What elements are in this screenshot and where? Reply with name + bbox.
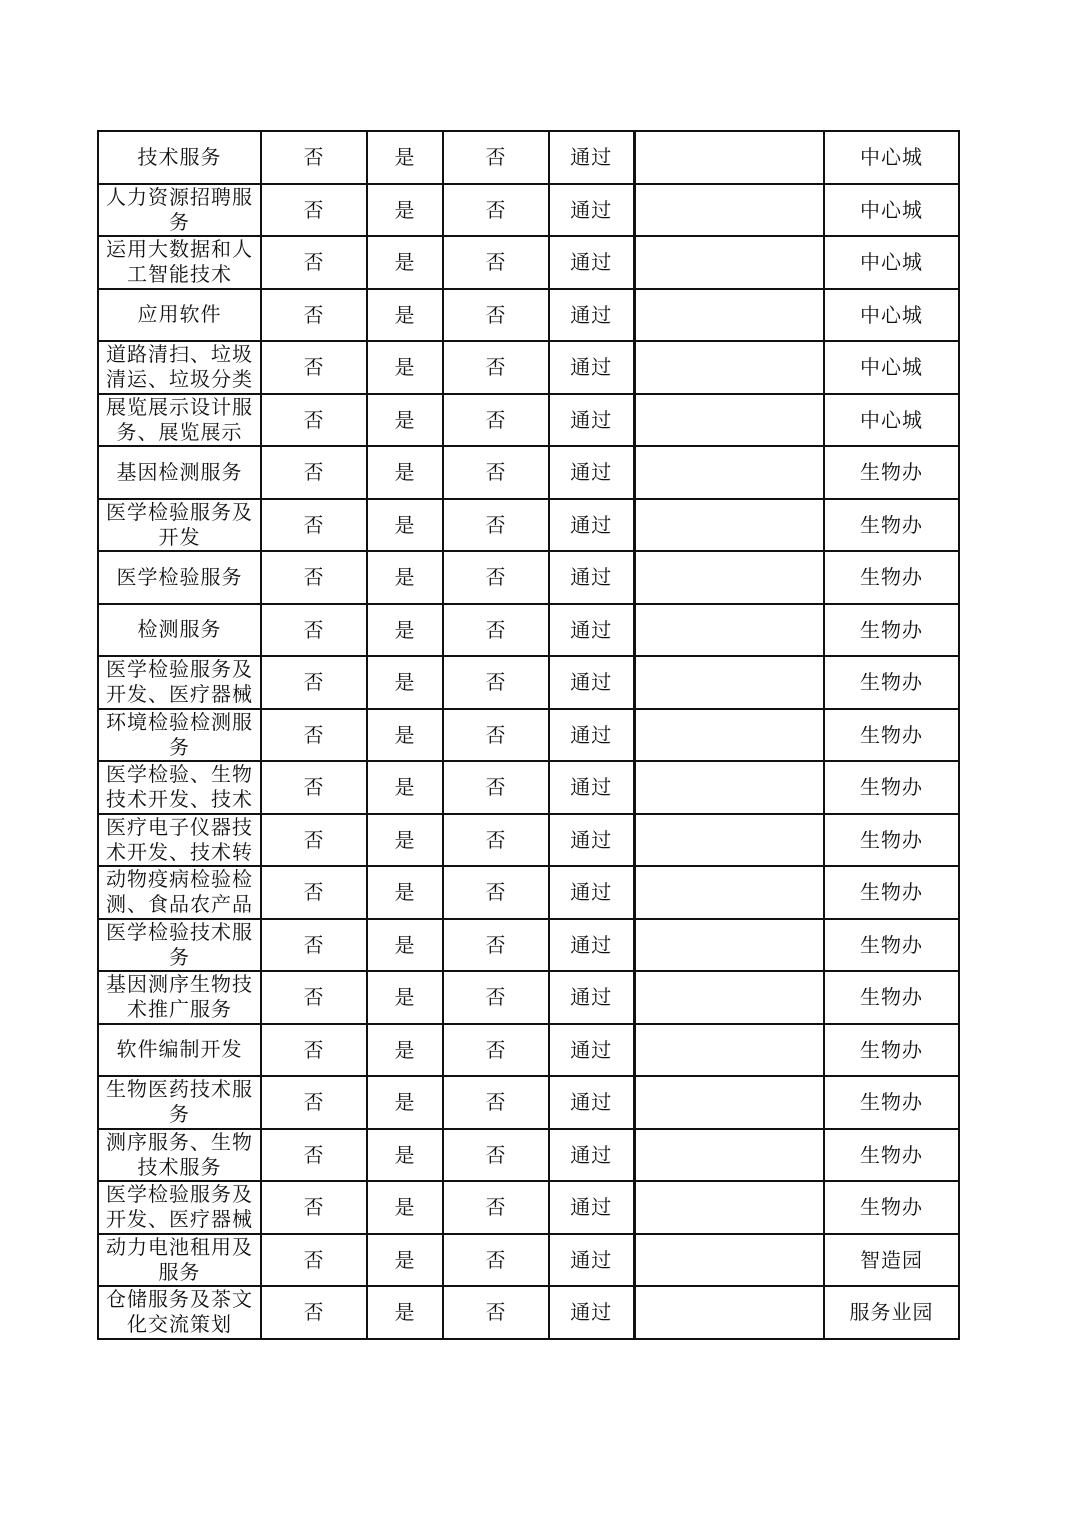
unit-cell: 生物办: [824, 604, 959, 657]
table-row: [98, 499, 959, 552]
flag-cell-3: 否: [443, 446, 549, 499]
flag-cell-3: 否: [443, 1286, 549, 1339]
flag-cell-3: 否: [443, 341, 549, 394]
item-cell: 基因测序生物技术推广服务: [98, 971, 261, 1024]
unit-cell: 生物办: [824, 446, 959, 499]
item-cell: 动物疫病检验检测、食品农产品: [98, 866, 261, 919]
flag-cell-1: 否: [261, 394, 367, 447]
flag-cell-1: 否: [261, 551, 367, 604]
table-row: [98, 709, 959, 762]
table-body: [98, 131, 959, 1339]
result-cell: 通过: [549, 709, 634, 762]
result-cell: 通过: [549, 184, 634, 237]
item-cell: 医学检验服务: [98, 551, 261, 604]
table-row: [98, 341, 959, 394]
table-row: [98, 656, 959, 709]
table-row: [98, 394, 959, 447]
item-cell: 医学检验、生物技术开发、技术: [98, 761, 261, 814]
unit-cell: 生物办: [824, 656, 959, 709]
result-cell: 通过: [549, 131, 634, 184]
flag-cell-3: 否: [443, 1181, 549, 1234]
flag-cell-2: 是: [367, 604, 443, 657]
table-row: [98, 236, 959, 289]
result-cell: 通过: [549, 1024, 634, 1077]
item-cell: 展览展示设计服务、展览展示: [98, 394, 261, 447]
item-cell: 基因检测服务: [98, 446, 261, 499]
flag-cell-3: 否: [443, 551, 549, 604]
unit-cell: 生物办: [824, 1076, 959, 1129]
result-cell: 通过: [549, 499, 634, 552]
table-row: [98, 604, 959, 657]
unit-cell: 生物办: [824, 709, 959, 762]
note-cell: [634, 394, 824, 447]
table-row: [98, 1286, 959, 1339]
flag-cell-1: 否: [261, 919, 367, 972]
table-row: [98, 866, 959, 919]
flag-cell-3: 否: [443, 394, 549, 447]
table-row: [98, 971, 959, 1024]
item-cell: 测序服务、生物技术服务: [98, 1129, 261, 1182]
flag-cell-3: 否: [443, 814, 549, 867]
note-cell: [634, 236, 824, 289]
unit-cell: 生物办: [824, 866, 959, 919]
flag-cell-1: 否: [261, 761, 367, 814]
unit-cell: 中心城: [824, 394, 959, 447]
table-row: [98, 1234, 959, 1287]
flag-cell-2: 是: [367, 236, 443, 289]
table-row: [98, 1024, 959, 1077]
table-row: [98, 1076, 959, 1129]
note-cell: [634, 604, 824, 657]
unit-cell: 服务业园: [824, 1286, 959, 1339]
table-row: [98, 131, 959, 184]
note-cell: [634, 971, 824, 1024]
flag-cell-3: 否: [443, 1234, 549, 1287]
table-row: [98, 551, 959, 604]
result-cell: 通过: [549, 446, 634, 499]
flag-cell-3: 否: [443, 919, 549, 972]
unit-cell: 生物办: [824, 1024, 959, 1077]
note-cell: [634, 551, 824, 604]
result-cell: 通过: [549, 289, 634, 342]
note-cell: [634, 341, 824, 394]
flag-cell-2: 是: [367, 761, 443, 814]
table-row: [98, 289, 959, 342]
item-cell: 仓储服务及茶文化交流策划: [98, 1286, 261, 1339]
result-cell: 通过: [549, 341, 634, 394]
flag-cell-2: 是: [367, 1181, 443, 1234]
unit-cell: 中心城: [824, 131, 959, 184]
unit-cell: 生物办: [824, 971, 959, 1024]
flag-cell-1: 否: [261, 499, 367, 552]
unit-cell: 中心城: [824, 289, 959, 342]
flag-cell-2: 是: [367, 131, 443, 184]
flag-cell-1: 否: [261, 289, 367, 342]
result-cell: 通过: [549, 656, 634, 709]
flag-cell-3: 否: [443, 709, 549, 762]
unit-cell: 生物办: [824, 551, 959, 604]
item-cell: 环境检验检测服务: [98, 709, 261, 762]
table-row: [98, 446, 959, 499]
item-cell: 医学检验服务及开发、医疗器械: [98, 1181, 261, 1234]
flag-cell-2: 是: [367, 341, 443, 394]
unit-cell: 智造园: [824, 1234, 959, 1287]
unit-cell: 生物办: [824, 1181, 959, 1234]
result-cell: 通过: [549, 394, 634, 447]
table-row: [98, 1129, 959, 1182]
flag-cell-3: 否: [443, 1024, 549, 1077]
unit-cell: 生物办: [824, 761, 959, 814]
note-cell: [634, 499, 824, 552]
result-cell: 通过: [549, 1234, 634, 1287]
flag-cell-2: 是: [367, 289, 443, 342]
flag-cell-3: 否: [443, 184, 549, 237]
item-cell: 人力资源招聘服务: [98, 184, 261, 237]
item-cell: 软件编制开发: [98, 1024, 261, 1077]
unit-cell: 生物办: [824, 499, 959, 552]
item-cell: 医学检验服务及开发、医疗器械: [98, 656, 261, 709]
flag-cell-2: 是: [367, 919, 443, 972]
table-row: [98, 814, 959, 867]
item-cell: 医学检验服务及开发: [98, 499, 261, 552]
note-cell: [634, 131, 824, 184]
flag-cell-2: 是: [367, 1234, 443, 1287]
result-cell: 通过: [549, 1129, 634, 1182]
flag-cell-2: 是: [367, 551, 443, 604]
flag-cell-2: 是: [367, 814, 443, 867]
result-cell: 通过: [549, 919, 634, 972]
result-cell: 通过: [549, 551, 634, 604]
result-cell: 通过: [549, 604, 634, 657]
flag-cell-1: 否: [261, 341, 367, 394]
flag-cell-3: 否: [443, 1076, 549, 1129]
flag-cell-3: 否: [443, 656, 549, 709]
flag-cell-2: 是: [367, 866, 443, 919]
flag-cell-3: 否: [443, 1129, 549, 1182]
flag-cell-3: 否: [443, 866, 549, 919]
result-cell: 通过: [549, 1076, 634, 1129]
note-cell: [634, 446, 824, 499]
unit-cell: 中心城: [824, 236, 959, 289]
note-cell: [634, 709, 824, 762]
flag-cell-3: 否: [443, 131, 549, 184]
table-row: [98, 761, 959, 814]
flag-cell-2: 是: [367, 1024, 443, 1077]
item-cell: 道路清扫、垃圾清运、垃圾分类: [98, 341, 261, 394]
item-cell: 动力电池租用及服务: [98, 1234, 261, 1287]
note-cell: [634, 1129, 824, 1182]
item-cell: 医学检验技术服务: [98, 919, 261, 972]
flag-cell-1: 否: [261, 971, 367, 1024]
table-row: [98, 919, 959, 972]
flag-cell-1: 否: [261, 236, 367, 289]
note-cell: [634, 289, 824, 342]
flag-cell-2: 是: [367, 971, 443, 1024]
flag-cell-1: 否: [261, 1234, 367, 1287]
flag-cell-3: 否: [443, 499, 549, 552]
note-cell: [634, 1234, 824, 1287]
note-cell: [634, 866, 824, 919]
flag-cell-1: 否: [261, 866, 367, 919]
note-cell: [634, 761, 824, 814]
flag-cell-2: 是: [367, 1076, 443, 1129]
flag-cell-1: 否: [261, 709, 367, 762]
flag-cell-2: 是: [367, 1129, 443, 1182]
item-cell: 医疗电子仪器技术开发、技术转: [98, 814, 261, 867]
note-cell: [634, 1024, 824, 1077]
unit-cell: 生物办: [824, 1129, 959, 1182]
note-cell: [634, 1286, 824, 1339]
flag-cell-3: 否: [443, 604, 549, 657]
note-cell: [634, 1076, 824, 1129]
result-cell: 通过: [549, 761, 634, 814]
table-row: [98, 184, 959, 237]
flag-cell-1: 否: [261, 1129, 367, 1182]
unit-cell: 生物办: [824, 814, 959, 867]
flag-cell-2: 是: [367, 394, 443, 447]
unit-cell: 生物办: [824, 919, 959, 972]
flag-cell-1: 否: [261, 1286, 367, 1339]
flag-cell-3: 否: [443, 971, 549, 1024]
flag-cell-3: 否: [443, 761, 549, 814]
flag-cell-2: 是: [367, 446, 443, 499]
flag-cell-1: 否: [261, 814, 367, 867]
flag-cell-1: 否: [261, 184, 367, 237]
flag-cell-1: 否: [261, 656, 367, 709]
item-cell: 运用大数据和人工智能技术: [98, 236, 261, 289]
note-cell: [634, 184, 824, 237]
flag-cell-1: 否: [261, 1076, 367, 1129]
note-cell: [634, 656, 824, 709]
result-cell: 通过: [549, 971, 634, 1024]
flag-cell-2: 是: [367, 499, 443, 552]
result-cell: 通过: [549, 236, 634, 289]
note-cell: [634, 1181, 824, 1234]
result-cell: 通过: [549, 866, 634, 919]
item-cell: 技术服务: [98, 131, 261, 184]
flag-cell-3: 否: [443, 289, 549, 342]
flag-cell-1: 否: [261, 131, 367, 184]
result-cell: 通过: [549, 814, 634, 867]
result-cell: 通过: [549, 1181, 634, 1234]
item-cell: 检测服务: [98, 604, 261, 657]
flag-cell-1: 否: [261, 1181, 367, 1234]
note-cell: [634, 814, 824, 867]
flag-cell-1: 否: [261, 446, 367, 499]
note-cell: [634, 919, 824, 972]
flag-cell-2: 是: [367, 656, 443, 709]
item-cell: 生物医药技术服务: [98, 1076, 261, 1129]
unit-cell: 中心城: [824, 184, 959, 237]
review-table: [97, 130, 960, 1340]
flag-cell-2: 是: [367, 709, 443, 762]
item-cell: 应用软件: [98, 289, 261, 342]
unit-cell: 中心城: [824, 341, 959, 394]
flag-cell-2: 是: [367, 1286, 443, 1339]
flag-cell-3: 否: [443, 236, 549, 289]
flag-cell-1: 否: [261, 1024, 367, 1077]
table-row: [98, 1181, 959, 1234]
result-cell: 通过: [549, 1286, 634, 1339]
flag-cell-2: 是: [367, 184, 443, 237]
flag-cell-1: 否: [261, 604, 367, 657]
